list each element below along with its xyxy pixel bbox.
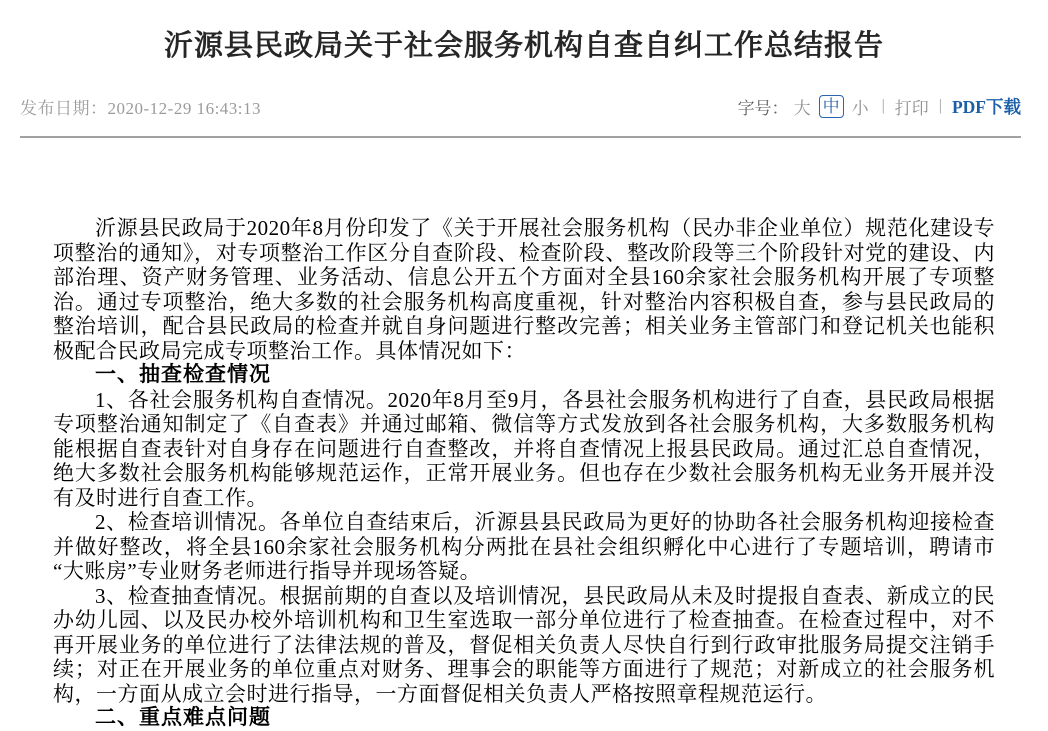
section-heading: 一、抽查检查情况 (95, 363, 271, 386)
header-divider (20, 136, 1021, 138)
meta-row (20, 94, 1021, 118)
page-title: 沂源县民政局关于社会服务机构自查自纠工作总结报告 (163, 30, 884, 62)
paragraph: 3、检查抽查情况。根据前期的自查以及培训情况，县民政局从未及时提报自查表、新成立的民办幼儿园、以及民办校外培训机构和卫生室选取一部分单位进行了检查抽查。在检查过程中，对不再开展业务的单位进行了法律法规的普及，督促相关负责人尽快自行到行政审批服务局提交注销手续；对正在开展业务的单位重点对财务、理事会的职能等方面进行了规范；对新成立的社会服务机构，一方面从成立会时进行指导，一方面督促相关负责人严格按照章程规范运行。 (53, 583, 995, 706)
font-size-medium-button[interactable]: 中 (819, 95, 844, 118)
paragraph: 沂源县民政局于2020年8月份印发了《关于开展社会服务机构（民办非企业单位）规范化建设专项整治的通知》，对专项整治工作区分自查阶段、检查阶段、整改阶段等三个阶段针对党的建设、内部治理、资产财务管理、业务活动、信息公开五个方面对全县160余家社会服务机构开展了专项整治。通过专项整治，绝大多数的社会服务机构高度重视，针对整治内容积极自查，参与县民政局的整治培训，配合县民政局的检查并就自身问题进行整改完善；相关业务主管部门和登记机关也能积极配合民政局完成专项整治工作。具体情况如下： (53, 216, 995, 363)
publish-date-value: 2020-12-29 16:43:13 (107, 98, 262, 118)
paragraph: 1、各社会服务机构自查情况。2020年8月至9月，各县社会服务机构进行了自查，县民政局根据专项整治通知制定了《自查表》并通过邮箱、微信等方式发放到各社会服务机构，大多数服务机构能根据自查表针对自身存在问题进行自查整改，并将自查情况上报县民政局。通过汇总自查情况，绝大多数社会服务机构能够规范运作，正常开展业务。但也存在少数社会服务机构无业务开展并没有及时进行自查工作。 (53, 387, 995, 510)
pdf-download-button[interactable]: PDF下载 (951, 96, 1021, 117)
article-body (0, 216, 1048, 731)
font-size-large-button[interactable]: 大 (793, 98, 811, 118)
publish-date (20, 94, 261, 119)
font-size-label: 字号： (737, 98, 789, 118)
publish-date-label: 发布日期： (20, 98, 108, 118)
toolbar (738, 94, 1021, 119)
print-button[interactable]: 打印 (894, 98, 929, 118)
paragraph: 2、检查培训情况。各单位自查结束后，沂源县县民政局为更好的协助各社会服务机构迎接检查并做好整改，将全县160余家社会服务机构分两批在县社会组织孵化中心进行了专题培训，聘请市“大账房”专业财务老师进行指导并现场答疑。 (53, 510, 995, 583)
separator: | (881, 97, 885, 114)
separator: | (938, 97, 942, 114)
font-size-small-button[interactable]: 小 (851, 98, 869, 118)
section-heading: 二、重点难点问题 (95, 706, 271, 729)
